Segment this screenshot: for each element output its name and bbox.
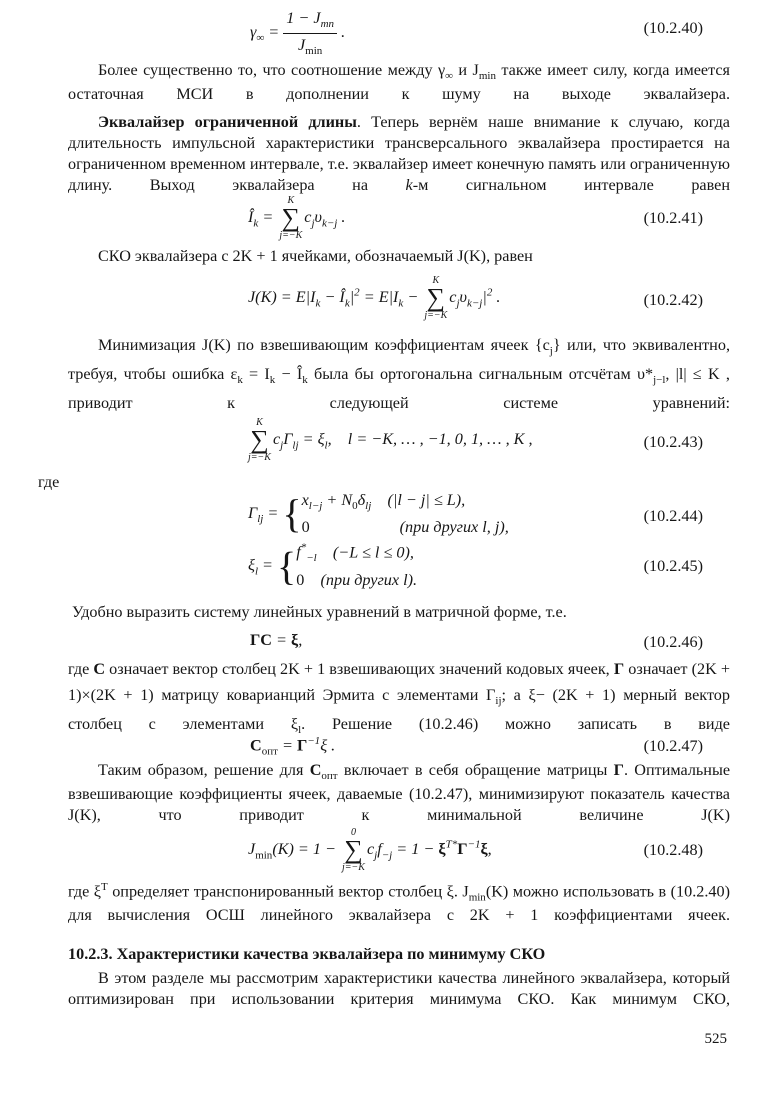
equation-number: (10.2.48) [643, 841, 703, 859]
equation-number: (10.2.44) [643, 507, 703, 525]
equation-number: (10.2.45) [643, 557, 703, 575]
equation-10-2-43: K ∑ j=−K $c_j\Gamma_{lj} = \xi_l$, l = −K, … , −1, 0, 1, … , K , [248, 417, 533, 463]
equation-10-2-46: ΓC = ξ, [250, 631, 303, 649]
equation-number: (10.2.46) [643, 633, 703, 651]
paragraph: В этом разделе мы рассмотрим характеристики качества линейного эквалайзера, который оптимизирован при использовании критерия минимума СКО. Как минимум СКО, [68, 969, 730, 1009]
paragraph: Минимизация J(K) по взвешивающим коэффициентам ячеек $\{c_j\}$ или, что эквивалентно, требуя, чтобы ошибка $\varepsilon_k = I_k$ − $Î_k$ была бы ортогональна сигнальным отсчётам $\upsilon*_{j-l}$, |l| ≤ K , приводит к следующей системе уравнений: [68, 336, 730, 413]
equation-number: (10.2.47) [643, 737, 703, 755]
equation-number: (10.2.43) [643, 433, 703, 451]
paragraph: СКО эквалайзера с 2K + 1 ячейками, обозначаемый J(K), равен [98, 247, 533, 265]
paragraph: Таким образом, решение для $C_{опт}$ включает в себя обращение матрицы Γ. Оптимальные взвешивающие коэффициенты ячеек, даваемые (10.2.47), минимизируют показатель качества J(K), что приводит к минимальной величине J(K) [68, 761, 731, 824]
section-title: 10.2.3. Характеристики качества эквалайзера по минимуму СКО [68, 945, 546, 963]
paragraph: где C означает вектор столбец 2K + 1 взвешивающих значений кодовых ячеек, Γ означает (2K + 1)×(2K + 1) матрицу коварианций Эрмита с элементами $\Gamma_{ij}$; а ξ− (2K + 1) мерный вектор столбец с элементами $\xi_l$. Решение (10.2.46) можно записать в виде [68, 660, 730, 737]
equation-10-2-45: $\xi_l = \{f^*_{-l}$ (−L ≤ l ≤ 0), 0 (при других l). [248, 542, 418, 589]
paragraph: Эквалайзер ограниченной длины. Теперь вернём наше внимание к случаю, когда длительность импульсной характеристики трансверсального эквалайзера простирается на ограниченном временном интервале, т.е. эквалайзер имеет конечную память или ограниченную длину. Выход эквалайзера на k-м сигнальном интервале равен [68, 113, 730, 195]
equation-10-2-48: $J_{min}(K) = 1$ − 0 ∑ j=−K $c_jf_{-j} = 1 - \xi^{T*}\Gamma^{-1}\xi$, [248, 827, 492, 873]
equation-10-2-47: $C_{опт} = \Gamma^{-1}\xi$ . [250, 735, 336, 758]
paragraph: где $\xi^T$ определяет транспонированный вектор столбец ξ. $J_{min}(K)$ можно использовать в (10.2.40) для вычисления ОСШ линейного эквалайзера с 2K + 1 коэффициентами ячеек. [68, 881, 730, 924]
equation-10-2-41: $Î_k$ = K ∑ j=−K $c_j\upsilon_{k-j}$ . [248, 195, 346, 241]
equation-10-2-42: $J(K) = E|I_k$ − $Î_k|^2 = E|I_k$ − K ∑ j=−K $c_j\upsilon_{k-j}|^2$ . [248, 275, 501, 321]
equation-10-2-44: $\Gamma_{lj} = \{x_{l-j} + N_0\delta_{lj}$ (|l − j| ≤ L), 0 (при других l, j), [248, 491, 509, 537]
equation-number: (10.2.40) [643, 19, 703, 37]
paragraph: Удобно выразить систему линейных уравнений в матричной форме, т.е. [72, 603, 567, 621]
equation-10-2-40: $\gamma_\infty$ = $\frac{1 - J_{mn}}{J_{min}}$ . [250, 9, 346, 57]
equation-number: (10.2.42) [643, 291, 703, 309]
page-number: 525 [704, 1031, 727, 1047]
word-where: где [38, 473, 60, 491]
equation-number: (10.2.41) [643, 209, 703, 227]
paragraph: Более существенно то, что соотношение между $\gamma_\infty$ и $J_{min}$ также имеет силу, когда имеется остаточная МСИ в дополнении к шуму на выходе эквалайзера. [68, 61, 730, 103]
